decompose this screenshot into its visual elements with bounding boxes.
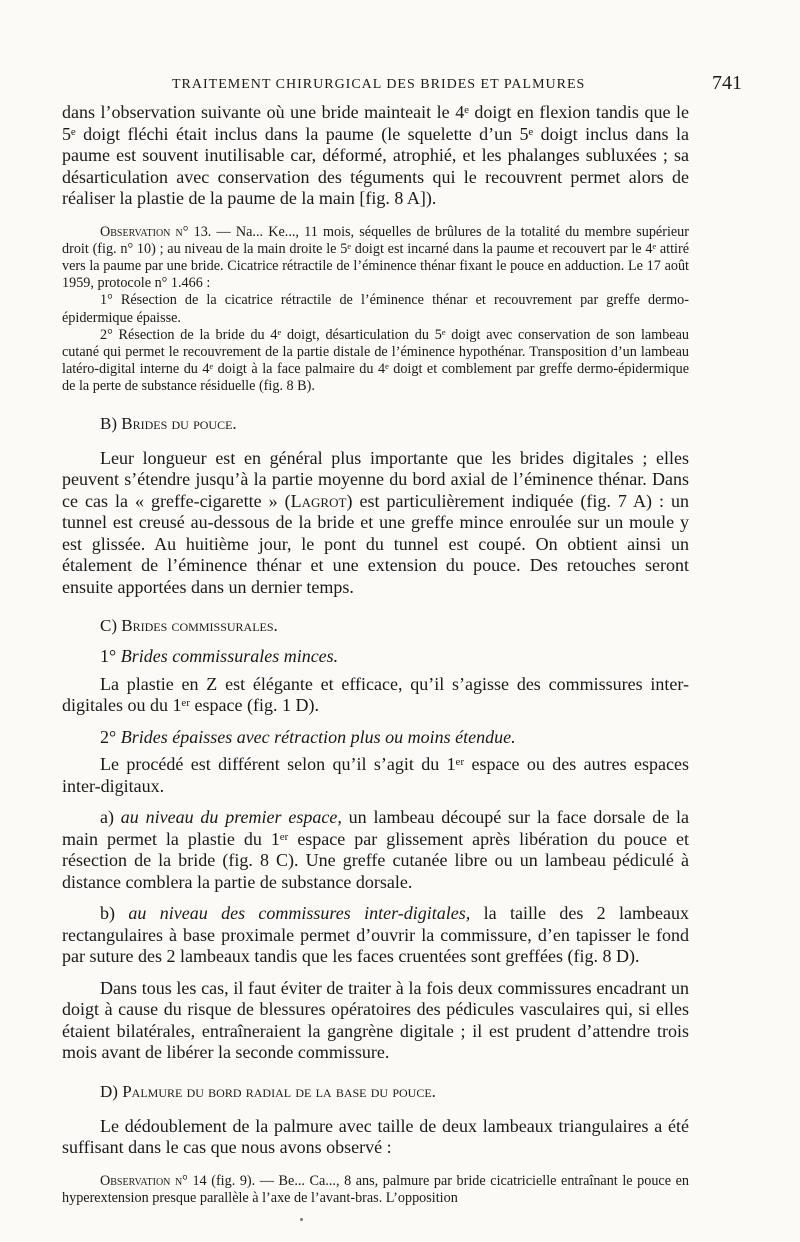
section-d-heading [62, 1082, 689, 1102]
page-speck [300, 1218, 303, 1221]
section-b-text-2: ) est particulièrement indiquée (fig. 7 A) : un tunnel est creusé au-dessous de la bride et une greffe mince enroulée sur un moule y est glissée. Au huitième jour, le pont du tunnel est coupé. On obtient ainsi un étalement de l’éminence thénar et une extension du pouce. Des retouches seront ensuite apportées dans un dernier temps. [62, 490, 689, 597]
section-c-heading [62, 616, 689, 636]
item-b-text: la taille des 2 lambeaux rectangulaires à base proximale permet d’ouvrir la commissure, d’en tapisser le fond par suture des 2 lambeaux tandis que les faces cruentées sont greffées (fig. 8 D). [62, 903, 690, 967]
item-a [62, 807, 689, 893]
body-text [62, 102, 689, 1207]
observation-13-item-2: 2° Résection de la bride du 4ᵉ doigt, désarticulation du 5ᵉ doigt avec conservation de son lambeau cutané qui permet le recouvrement de la partie distale de l’éminence hypothénar. Transposition d’un lambeau latéro-digital interne du 4ᵉ doigt à la face palmaire du 4ᵉ doigt et comblement par greffe dermo-épidermique de la perte de substance résiduelle (fig. 8 B). [62, 326, 689, 395]
observation-13-label: Observation n° 13. [100, 223, 212, 240]
section-b-letter: B) [100, 413, 117, 433]
author-lagrot: Lagrot [290, 490, 347, 511]
subsection-1-number: 1° [100, 646, 117, 667]
observation-14 [62, 1173, 689, 1207]
observation-14-label: Observation n° 14 [100, 1172, 207, 1189]
subsection-2-title: Brides épaisses avec rétraction plus ou moins étendue. [120, 726, 516, 747]
item-a-label: a) [100, 807, 114, 828]
section-d-letter: D) [100, 1081, 118, 1101]
paragraph-continuation: dans l’observation suivante où une bride mainteait le 4ᵉ doigt en flexion tandis que le 5ᵉ doigt fléchi était inclus dans la paume (le squelette d’un 5ᵉ doigt inclus dans la paume est souvent inutilisable car, déformé, atrophié, et les phalanges subluxées ; sa désarticulation avec conservation des téguments qui le recouvrent permet alors de réaliser la plastie de la paume de la main [fig. 8 A]). [62, 102, 689, 208]
observation-13-text: — Na... Ke..., 11 mois, séquelles de brûlures de la totalité du membre supérieur droit (fig. n° 10) ; au niveau de la main droite le 5ᵉ doigt est incarné dans la paume et recouvert par le 4ᵉ attiré vers la paume par une bride. Cicatrice rétractile de l’éminence thénar fixant le pouce en adduction. Le 17 août 1959, protocole n° 1.466 : [62, 223, 689, 292]
subsection-2-heading [62, 727, 689, 749]
observation-13-item-1: 1° Résection de la cicatrice rétractile de l’éminence thénar et recouvrement par greffe dermo-épidermique épaisse. [62, 292, 689, 326]
subsection-2-text: Le procédé est différent selon qu’il s’agit du 1ᵉʳ espace ou des autres espaces inter-digitaux. [62, 754, 689, 796]
item-a-italic: au niveau du premier espace, [120, 807, 342, 828]
section-d-title: Palmure du bord radial de la base du pouce. [122, 1081, 436, 1101]
section-c-letter: C) [100, 616, 117, 636]
item-b [62, 903, 689, 968]
section-d-paragraph: Le dédoublement de la palmure avec taille de deux lambeaux triangulaires a été suffisant dans le cas que nous avons observé : [62, 1115, 689, 1158]
running-title: TRAITEMENT CHIRURGICAL DES BRIDES ET PALMURES [172, 77, 586, 92]
page-number: 741 [712, 72, 742, 94]
item-b-italic: au niveau des commissures inter-digitales, [128, 903, 471, 924]
observation-14-text: (fig. 9). — Be... Ca..., 8 ans, palmure par bride cicatricielle entraînant le pouce en hyperextension presque parallèle à l’axe de l’avant-bras. L’opposition [62, 1172, 690, 1206]
subsection-1-heading [62, 646, 689, 668]
section-b-heading [62, 414, 689, 434]
subsection-1-text: La plastie en Z est élégante et efficace, qu’il s’agisse des commissures inter-digitales ou du 1ᵉʳ espace (fig. 1 D). [62, 673, 689, 716]
subsection-2-number: 2° [100, 726, 117, 747]
observation-13 [62, 224, 689, 293]
item-b-label: b) [100, 903, 115, 924]
item-a-text: un lambeau découpé sur la face dorsale de la main permet la plastie du 1ᵉʳ espace par glissement après libération du pouce et résection de la bride (fig. 8 C). Une greffe cutanée libre ou un lambeau pédiculé à distance comblera la partie de substance dorsale. [62, 807, 689, 892]
running-header [62, 74, 742, 98]
section-c-final-paragraph: Dans tous les cas, il faut éviter de traiter à la fois deux commissures encadrant un doigt à cause du risque de blessures opératoires des pédicules vasculaires qui, si elles étaient bilatérales, entraîneraient la gangrène digitale ; il est prudent d’attendre trois mois avant de libérer la seconde commissure. [62, 977, 689, 1063]
section-c-title: Brides commissurales. [121, 616, 278, 636]
section-b-title: Brides du pouce. [121, 413, 237, 433]
section-b-paragraph [62, 448, 689, 599]
subsection-1-title: Brides commissurales minces. [120, 646, 339, 667]
section-b-text-1: Leur longueur est en général plus importante que les brides digitales ; elles peuvent s’étendre jusqu’à la partie moyenne du bord axial de l’éminence thénar. Dans ce cas la « greffe-cigarette » ( [62, 447, 689, 511]
